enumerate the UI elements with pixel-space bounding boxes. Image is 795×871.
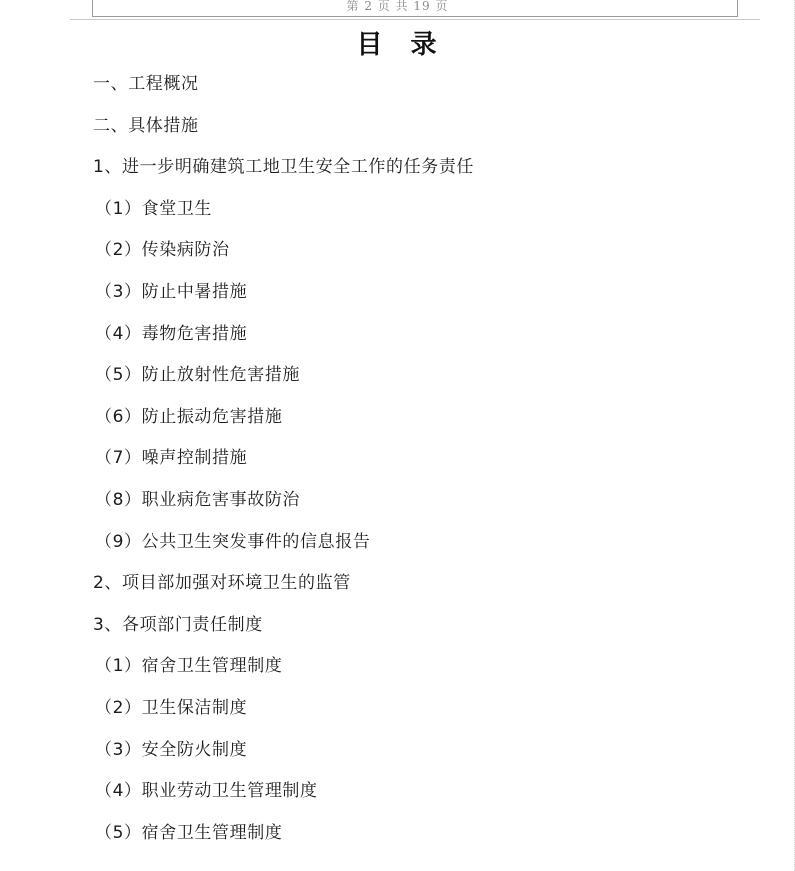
toc-entry[interactable]: （2）传染病防治 [95, 240, 230, 261]
toc-entry[interactable]: 3、各项部门责任制度 [93, 614, 263, 635]
toc-entry[interactable]: （5）宿舍卫生管理制度 [95, 822, 283, 843]
page-number: 第 2 页 共 19 页 [346, 0, 449, 13]
toc-entry[interactable]: （5）防止放射性危害措施 [95, 365, 301, 386]
page-title [0, 24, 795, 61]
toc-entry[interactable]: （8）职业病危害事故防治 [95, 489, 301, 510]
toc-entry[interactable]: （3）安全防火制度 [95, 739, 248, 760]
toc-entry[interactable]: （2）卫生保洁制度 [95, 697, 248, 718]
toc-entry[interactable]: （4）职业劳动卫生管理制度 [95, 781, 318, 802]
toc-entry[interactable]: （7）噪声控制措施 [95, 448, 248, 469]
table-of-contents [93, 71, 474, 861]
toc-entry[interactable]: 二、具体措施 [93, 115, 199, 136]
header-divider [70, 19, 760, 20]
toc-entry[interactable]: 2、项目部加强对环境卫生的监管 [93, 573, 351, 594]
toc-entry[interactable]: （3）防止中暑措施 [95, 281, 248, 302]
toc-entry[interactable]: （6）防止振动危害措施 [95, 406, 283, 427]
toc-entry[interactable]: （9）公共卫生突发事件的信息报告 [95, 531, 371, 552]
toc-entry[interactable]: 一、工程概况 [93, 74, 199, 94]
title-char: 录 [410, 30, 439, 60]
toc-entry[interactable]: （1）宿舍卫生管理制度 [95, 656, 283, 677]
title-char: 目 [356, 30, 385, 60]
toc-entry[interactable]: （4）毒物危害措施 [95, 323, 248, 344]
toc-entry[interactable]: （1）食堂卫生 [95, 198, 213, 219]
toc-entry[interactable]: 1、进一步明确建筑工地卫生安全工作的任务责任 [93, 157, 475, 178]
